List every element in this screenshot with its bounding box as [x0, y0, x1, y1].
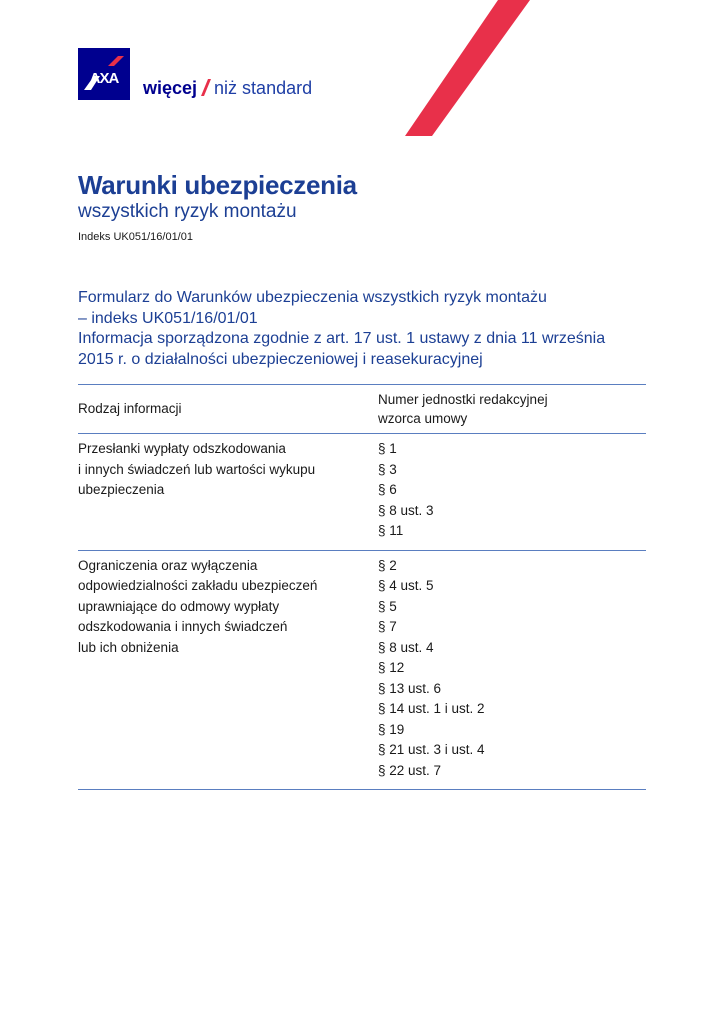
- unit-item: § 5: [378, 598, 397, 614]
- document-title: Warunki ubezpieczenia: [78, 170, 357, 200]
- info-line: Ograniczenia oraz wyłączenia: [78, 557, 258, 573]
- axa-logo: [78, 48, 130, 100]
- intro-line: – indeks UK051/16/01/01: [78, 309, 258, 327]
- info-line: ubezpieczenia: [78, 482, 165, 497]
- tagline-strong: więcej: [143, 78, 198, 98]
- unit-list-cell: [378, 434, 646, 551]
- unit-item: § 8 ust. 4: [378, 639, 434, 655]
- unit-item: § 19: [378, 721, 405, 737]
- unit-list-cell: [378, 550, 646, 790]
- unit-item: § 7: [378, 619, 397, 634]
- intro-line: Formularz do Warunków ubezpieczenia wszystkich ryzyk montażu: [78, 289, 547, 306]
- unit-item: § 3: [378, 461, 397, 477]
- logo-text: AXA: [89, 70, 119, 87]
- header-info-type: Rodzaj informacji: [78, 385, 378, 434]
- info-line: lub ich obniżenia: [78, 639, 179, 655]
- unit-item: § 21 ust. 3 i ust. 4: [378, 742, 485, 757]
- header-unit-line: wzorca umowy: [378, 411, 468, 426]
- unit-item: § 11: [378, 523, 404, 538]
- info-type-cell: [78, 434, 378, 551]
- header-unit-line: Numer jednostki redakcyjnej: [378, 392, 548, 407]
- table-row: [78, 550, 646, 790]
- info-line: Przesłanki wypłaty odszkodowania: [78, 441, 286, 456]
- header-unit-number: [378, 385, 646, 434]
- unit-item: § 22 ust. 7: [378, 762, 442, 778]
- red-slash-icon: [201, 79, 211, 96]
- document-subtitle: wszystkich ryzyk montażu: [78, 201, 297, 222]
- unit-item: § 8 ust. 3: [378, 502, 434, 518]
- intro-paragraph: [78, 288, 648, 370]
- unit-item: § 1: [378, 441, 397, 456]
- intro-line: 2015 r. o działalności ubezpieczeniowej i reasekuracyjnej: [78, 350, 483, 368]
- info-line: odpowiedzialności zakładu ubezpieczeń: [78, 578, 318, 593]
- unit-item: § 14 ust. 1 i ust. 2: [378, 701, 485, 716]
- info-line: odszkodowania i innych świadczeń: [78, 619, 288, 634]
- unit-item: § 13 ust. 6: [378, 680, 442, 696]
- table-header-row: [78, 385, 646, 434]
- intro-line: Informacja sporządzona zgodnie z art. 17 ust. 1 ustawy z dnia 11 września: [78, 330, 606, 347]
- table-row: [78, 434, 646, 551]
- unit-item: § 2: [378, 557, 397, 573]
- information-table: [78, 384, 646, 790]
- tagline-light: niż standard: [214, 78, 313, 98]
- info-line: i innych świadczeń lub wartości wykupu: [78, 461, 316, 477]
- document-index: Indeks UK051/16/01/01: [78, 231, 193, 243]
- unit-item: § 6: [378, 482, 397, 497]
- tagline: [143, 76, 312, 100]
- info-line: uprawniające do odmowy wypłaty: [78, 598, 280, 614]
- info-type-cell: [78, 550, 378, 790]
- unit-item: § 4 ust. 5: [378, 578, 434, 593]
- unit-item: § 12: [378, 660, 405, 675]
